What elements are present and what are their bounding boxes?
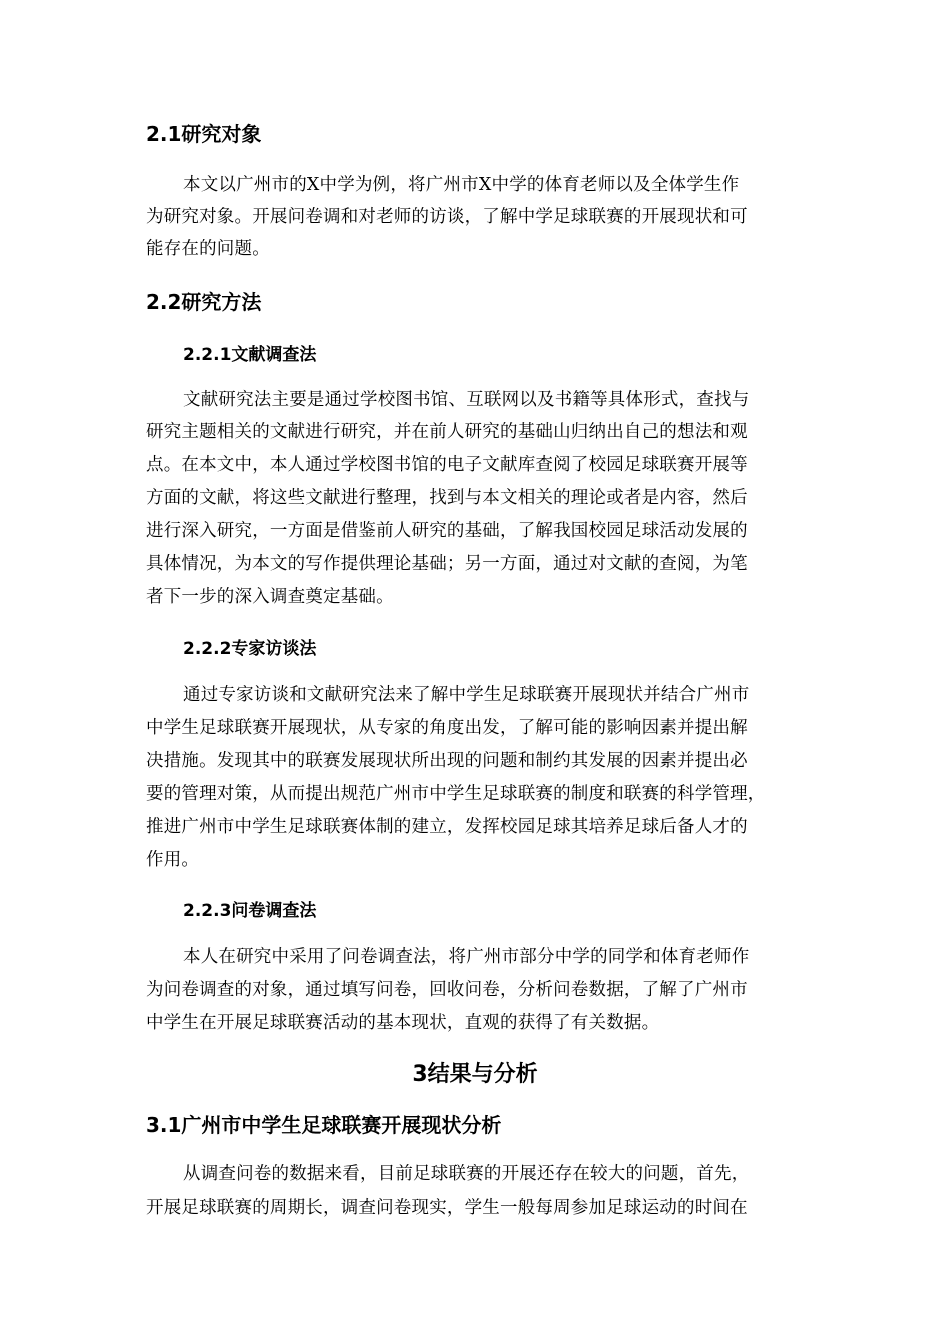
paragraph-line: 推进广州市中学生足球联赛体制的建立，发挥校园足球其培养足球后备人才的 (146, 817, 748, 837)
paragraph-line: 要的管理对策，从而提出规范广州市中学生足球联赛的制度和联赛的科学管理， (146, 784, 766, 804)
heading-2-2-3: 2.2.3问卷调查法 (183, 901, 317, 921)
heading-2-2-2: 2.2.2专家访谈法 (183, 639, 317, 659)
paragraph-line: 者下一步的深入调查奠定基础。 (146, 587, 394, 607)
paragraph-line: 本人在研究中采用了问卷调查法，将广州市部分中学的同学和体育老师作 (183, 947, 750, 967)
heading-2-1: 2.1研究对象 (146, 122, 262, 146)
paragraph-line: 方面的文献，将这些文献进行整理，找到与本文相关的理论或者是内容，然后 (146, 488, 748, 508)
paragraph-line: 点。在本文中，本人通过学校图书馆的电子文献库查阅了校园足球联赛开展等 (146, 455, 748, 475)
paragraph-line: 中学生足球联赛开展现状，从专家的角度出发，了解可能的影响因素并提出解 (146, 718, 748, 738)
paragraph-line: 通过专家访谈和文献研究法来了解中学生足球联赛开展现状并结合广州市 (183, 685, 750, 705)
paragraph-line: 文献研究法主要是通过学校图书馆、互联网以及书籍等具体形式，查找与 (183, 390, 750, 410)
paragraph-line: 本文以广州市的X中学为例，将广州市X中学的体育老师以及全体学生作 (183, 175, 740, 195)
paragraph-line: 决措施。发现其中的联赛发展现状所出现的问题和制约其发展的因素并提出必 (146, 751, 748, 771)
paragraph-line: 开展足球联赛的周期长，调查问卷现实，学生一般每周参加足球运动的时间在 (146, 1198, 748, 1218)
paragraph-line: 具体情况，为本文的写作提供理论基础；另一方面，通过对文献的查阅，为笔 (146, 554, 748, 574)
paragraph-line: 为问卷调查的对象，通过填写问卷，回收问卷，分析问卷数据，了解了广州市 (146, 980, 748, 1000)
paragraph-line: 能存在的问题。 (146, 239, 270, 259)
heading-3-1: 3.1广州市中学生足球联赛开展现状分析 (146, 1113, 502, 1137)
heading-2-2: 2.2研究方法 (146, 290, 262, 314)
heading-3: 3结果与分析 (412, 1062, 538, 1087)
paragraph-line: 从调查问卷的数据来看，目前足球联赛的开展还存在较大的问题，首先， (183, 1164, 750, 1184)
paragraph-line: 进行深入研究，一方面是借鉴前人研究的基础，了解我国校园足球活动发展的 (146, 521, 748, 541)
paragraph-line: 作用。 (146, 850, 200, 870)
paragraph-line: 为研究对象。开展问卷调和对老师的访谈，了解中学足球联赛的开展现状和可 (146, 207, 748, 227)
paragraph-line: 中学生在开展足球联赛活动的基本现状，直观的获得了有关数据。 (146, 1013, 660, 1033)
heading-2-2-1: 2.2.1文献调查法 (183, 345, 317, 365)
paragraph-line: 研究主题相关的文献进行研究，并在前人研究的基础山归纳出自己的想法和观 (146, 422, 748, 442)
